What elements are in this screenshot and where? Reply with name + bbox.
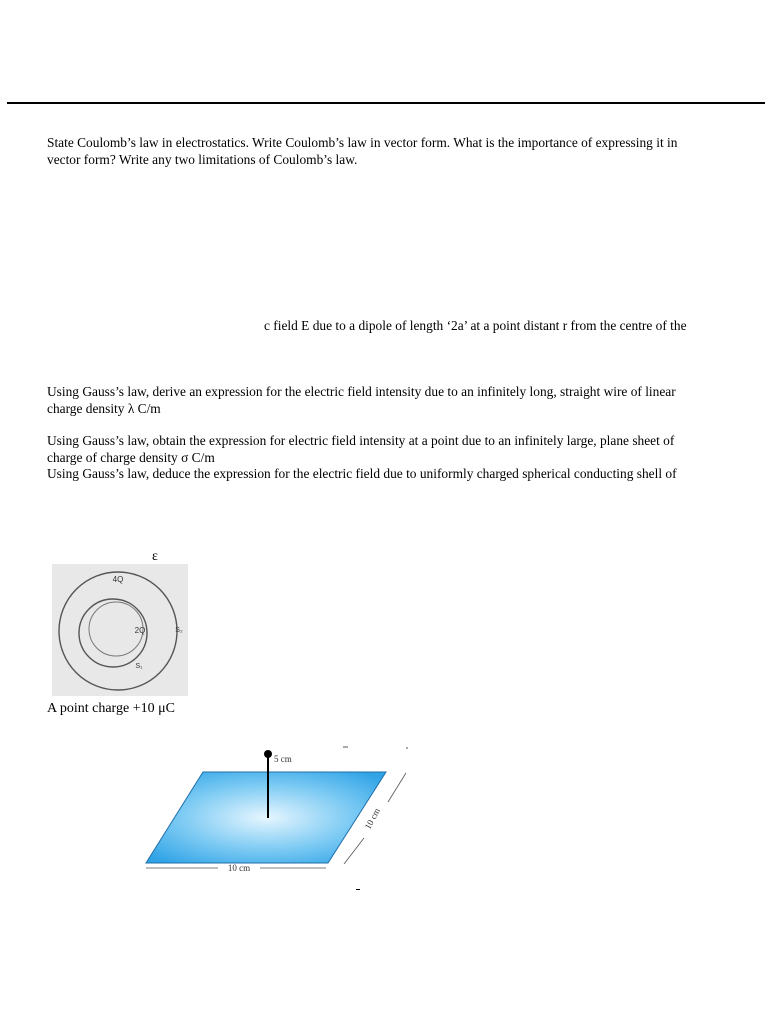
question-line: Using Gauss’s law, deduce the expression for the electric field due to uniformly charged spherical conducting shell of <box>47 466 677 481</box>
question-line: charge density λ C/m <box>47 401 161 416</box>
question-dipole-field <box>264 317 687 334</box>
height-label: 5 cm <box>274 754 292 764</box>
epsilon-symbol: ε <box>152 549 158 564</box>
figure-caption: A point charge +10 μC <box>47 701 175 716</box>
question-gauss-shell <box>47 465 677 482</box>
question-coulomb-law <box>47 134 677 168</box>
question-line: Using Gauss’s law, obtain the expression for electric field intensity at a point due to an infinitely large, plane sheet of <box>47 433 675 448</box>
point-charge-dot <box>264 750 272 758</box>
question-line: vector form? Write any two limitations of Coulomb’s law. <box>47 152 358 167</box>
question-gauss-wire <box>47 383 676 417</box>
inner-charge-label: 2Q <box>134 626 146 635</box>
question-line: Using Gauss’s law, derive an expression for the electric field intensity due to an infinitely long, straight wire of linear <box>47 384 676 399</box>
side-dimension-line-top <box>388 773 406 802</box>
side-dimension-line-bottom <box>344 838 364 864</box>
surface-s1-label: S₁ <box>135 663 143 670</box>
surface-s2-label: S₂ <box>175 627 183 634</box>
side-dimension-label: 10 cm <box>362 806 382 831</box>
question-line: c field E due to a dipole of length ‘2a’ at a point distant r from the centre of the <box>264 318 687 333</box>
header-rule <box>7 102 765 104</box>
concentric-gaussian-surfaces-figure <box>52 564 188 696</box>
question-line: charge of charge density σ C/m <box>47 450 215 465</box>
question-gauss-sheet <box>47 432 674 466</box>
outer-charge-label: 4Q <box>112 575 124 584</box>
point-charge-square-sheet-figure <box>138 740 413 900</box>
charged-square-sheet <box>146 772 386 863</box>
bottom-dimension-label: 10 cm <box>227 863 251 873</box>
scan-mark <box>356 889 360 890</box>
question-line: State Coulomb’s law in electrostatics. Write Coulomb’s law in vector form. What is the importance of expressing it in <box>47 135 678 150</box>
